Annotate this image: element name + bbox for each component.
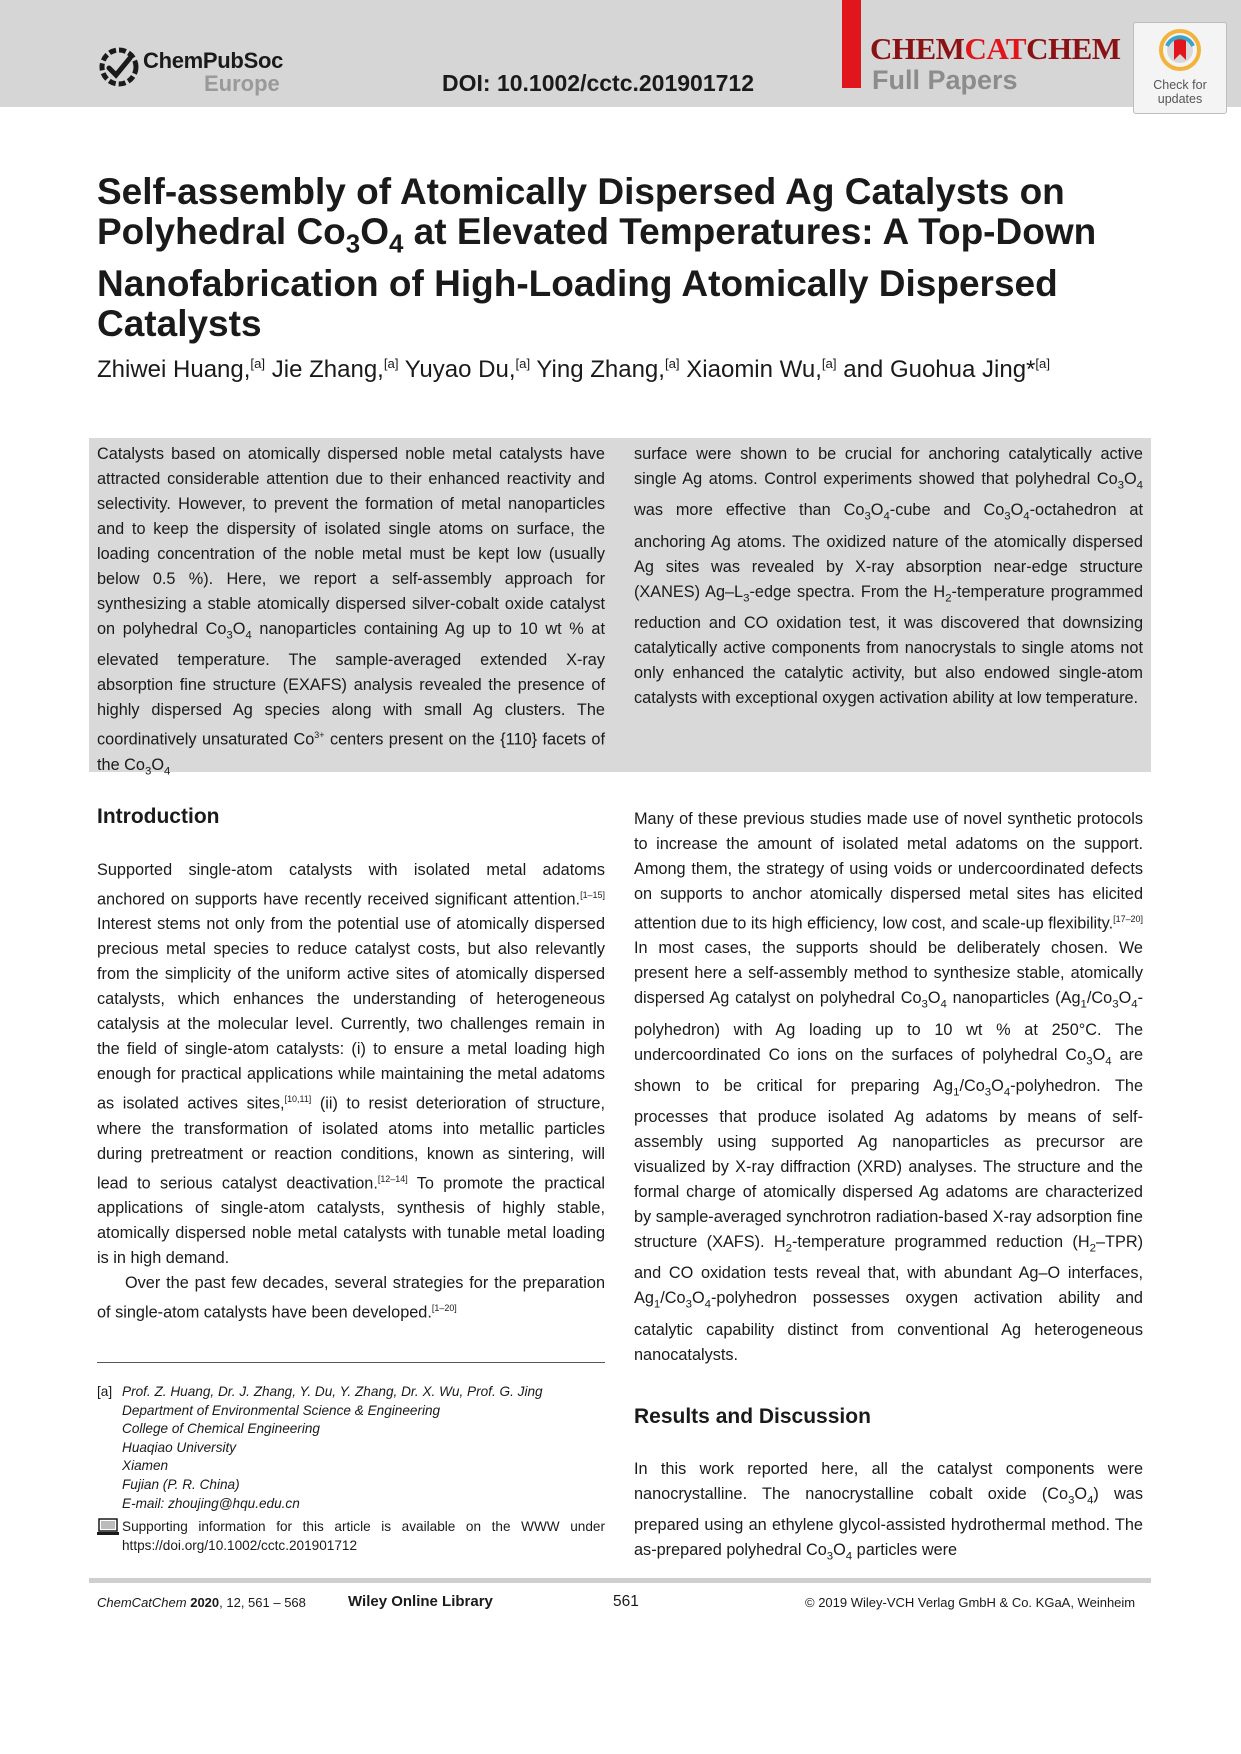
citation-link[interactable]: [12–14] [377, 1173, 408, 1184]
wiley-online-library-link[interactable]: Wiley Online Library [348, 1593, 493, 1610]
abstract-column-1: Catalysts based on atomically dispersed noble metal catalysts have attracted considerable attention due to their enhanced reactivity and selectivity. However, to prevent the formation of metal nanoparticles and to keep the dispersity of isolated single atoms on surface, the loading concentration of the noble metal must be kept low (usually below 0.5 %). Here, we report a self-assembly approach for synthesizing a stable atomically dispersed silver-cobalt oxide catalyst on polyhedral $Co_3O_4$ nanoparticles containing Ag up to 10 wt % at elevated temperature. The sample-averaged extended X-ray absorption fine structure (EXAFS) analysis revealed the presence of highly dispersed Ag species along with small Ag clusters. The coordinatively unsaturated $Co^{3+}$ centers present on the {110} facets of the $Co_3O_4$ [97, 445, 606, 777]
affiliation-line: College of Chemical Engineering [122, 1421, 320, 1437]
results-heading: Results and Discussion [634, 1405, 871, 1428]
email-link[interactable]: E-mail: zhoujing@hqu.edu.cn [122, 1495, 300, 1511]
citation-link[interactable]: [10,11] [284, 1094, 312, 1105]
footnote-marker: [a] [97, 1384, 113, 1399]
author-name: Jie Zhang, [271, 356, 384, 383]
paragraph: Many of these previous studies made use of novel synthetic protocols to increase the amount of isolated metal adatoms on the support. Among them, the strategy of using voids or undercoordinated defects on supports to anchor atomically dispersed metal sites has elicited attention due to its high efficiency, low cost, and scale-up flexibility.[17–20] In most cases, the supports should be deliberately chosen. We present here a self-assembly method to synthesize stable, atomically dispersed Ag catalyst on polyhedral $Co_3O_4$ nanoparticles $(Ag_1/Co_3O_4-polyhedron)$ with Ag loading up to 10 wt % at 250°C. The undercoordinated Co ions on the surfaces of polyhedral $Co_3O_4$ are shown to be critical for preparing $Ag_1/Co_3O_4$-polyhedron. The processes that produce isolated Ag adatoms by means of self-assembly using supported Ag nanoparticles as precursor are visualized by X-ray diffraction (XRD) analyses. The structure and the formal charge of atomically dispersed Ag adatoms are characterized by sample-averaged synchrotron radiation-based X-ray adsorption fine structure (XAFS). $H_2$-temperature programmed reduction $(H_2-TPR)$ and CO oxidation tests reveal that, with abundant Ag–O interfaces, $Ag_1/Co_3O_4$-polyhedron possesses oxygen activation ability and catalytic capability distinct from conventional Ag heterogeneous nanocatalysts. [634, 810, 1144, 1364]
paper-type: Full Papers [872, 65, 1018, 95]
author-name: Zhiwei Huang, [97, 356, 251, 383]
introduction-column-2 [634, 807, 1143, 1368]
affiliation-line: Fujian (P. R. China) [122, 1476, 240, 1492]
author-name: Ying Zhang, [536, 356, 665, 383]
author-name: Xiaomin Wu, [686, 356, 822, 383]
journal-accent-bar [842, 0, 861, 88]
publisher-name: ChemPubSoc [143, 48, 284, 73]
crossmark-icon [1158, 27, 1202, 73]
paragraph: Over the past few decades, several strategies for the preparation of single-atom catalysts have been developed.[1–20] [97, 1274, 605, 1322]
affiliation-marker: [a] [1035, 356, 1051, 371]
supporting-information-note[interactable]: Supporting information for this article is available on the WWW under https://doi.org/10.1002/cctc.201901712 [122, 1519, 605, 1553]
paragraph: Supported single-atom catalysts with isolated metal adatoms anchored on supports have recently received significant attention.[1–15] Interest stems not only from the potential use of atomically dispersed precious metal species to reduce catalyst costs, but also relevantly from the simplicity of the uniform active sites of atomically dispersed catalysts, which enhances the understanding of heterogeneous catalysis at the molecular level. Currently, two challenges remain in the field of single-atom catalysts: (i) to ensure a metal loading high enough for practical applications while maintaining the metal adatoms as isolated actives sites,[10,11] (ii) to resist deterioration of structure, where the transformation of isolated atoms into metallic particles during pretreatment or reaction conditions, known as sintering, will lead to serious catalyst deactivation.[12–14] To promote the practical applications of single-atom catalysts, synthesis of highly stable, atomically dispersed noble metal catalysts with tunable metal loading is in high demand. [97, 861, 605, 1268]
citation-link[interactable]: [1–15] [580, 890, 605, 900]
affiliation-marker: [a] [383, 356, 399, 371]
paragraph: In this work reported here, all the catalyst components were nanocrystalline. The nanocrystalline cobalt oxide $(Co_3O_4)$ was prepared using an ethylene glycol-assisted hydrothermal method. The as-prepared polyhedral $Co_3O_4$ particles were [634, 1460, 1143, 1563]
footer-divider [89, 1578, 1151, 1583]
affiliation-marker: [a] [250, 356, 266, 371]
affiliation-block [122, 1383, 543, 1513]
copyright: © 2019 Wiley-VCH Verlag GmbH & Co. KGaA, Weinheim [805, 1595, 1136, 1610]
introduction-column-1 [97, 858, 605, 1326]
check-for-updates-button[interactable] [1133, 22, 1227, 114]
chempubsoc-logo-icon [98, 46, 140, 88]
citation-link[interactable]: [1–20] [431, 1303, 457, 1314]
affiliation-marker: [a] [664, 356, 680, 371]
author-name: Yuyao Du, [404, 356, 516, 383]
check-for-updates-label: Check for updates [1153, 78, 1207, 106]
results-column [634, 1457, 1143, 1570]
article-title: Self-assembly of Atomically Dispersed Ag Catalysts on Polyhedral $Co_3O_4$ at Elevated Temperatures: A Top-Down Nanofabrication of High-Loading Atomically Dispersed Catalysts [97, 171, 1097, 345]
introduction-heading: Introduction [97, 805, 220, 828]
footnote-divider [97, 1362, 605, 1363]
affiliation-line: Huaqiao University [122, 1439, 237, 1455]
abstract-column-2: surface were shown to be crucial for anchoring catalytically active single Ag atoms. Control experiments showed that polyhedral $Co_3O_4$ was more effective than $Co_3O_4$-cube and $Co_3O_4$-octahedron at anchoring Ag atoms. The oxidized nature of the atomically dispersed Ag sites was revealed by X-ray absorption near-edge structure (XANES) $Ag-L_3$-edge spectra. From the $H_2$-temperature programmed reduction and CO oxidation test, it was discovered that downsizing catalytically active components from nanocrystals to single atoms not only enhanced the catalytic activity, but also endowed single-atom catalysts with exceptional oxygen activation ability at low temperature. [634, 445, 1143, 707]
publisher-region: Europe [204, 71, 280, 96]
citation-link[interactable]: [17–20] [1113, 914, 1143, 924]
page-number: 561 [613, 1593, 639, 1610]
affiliation-line: Prof. Z. Huang, Dr. J. Zhang, Y. Du, Y. Zhang, Dr. X. Wu, Prof. G. Jing [122, 1384, 543, 1399]
affiliation-marker: [a] [515, 356, 531, 371]
affiliation-line: Xiamen [122, 1458, 169, 1474]
computer-icon [97, 1518, 119, 1536]
author-name: and Guohua Jing* [843, 356, 1036, 383]
footer-citation: ChemCatChem 2020, 12, 561 – 568 [97, 1595, 306, 1610]
affiliation-marker: [a] [821, 356, 837, 371]
journal-name: CHEMCATCHEM [870, 31, 1121, 66]
affiliation-line: Department of Environmental Science & Engineering [122, 1402, 441, 1418]
doi[interactable]: DOI: 10.1002/cctc.201901712 [442, 70, 755, 96]
author-list [97, 356, 1157, 384]
